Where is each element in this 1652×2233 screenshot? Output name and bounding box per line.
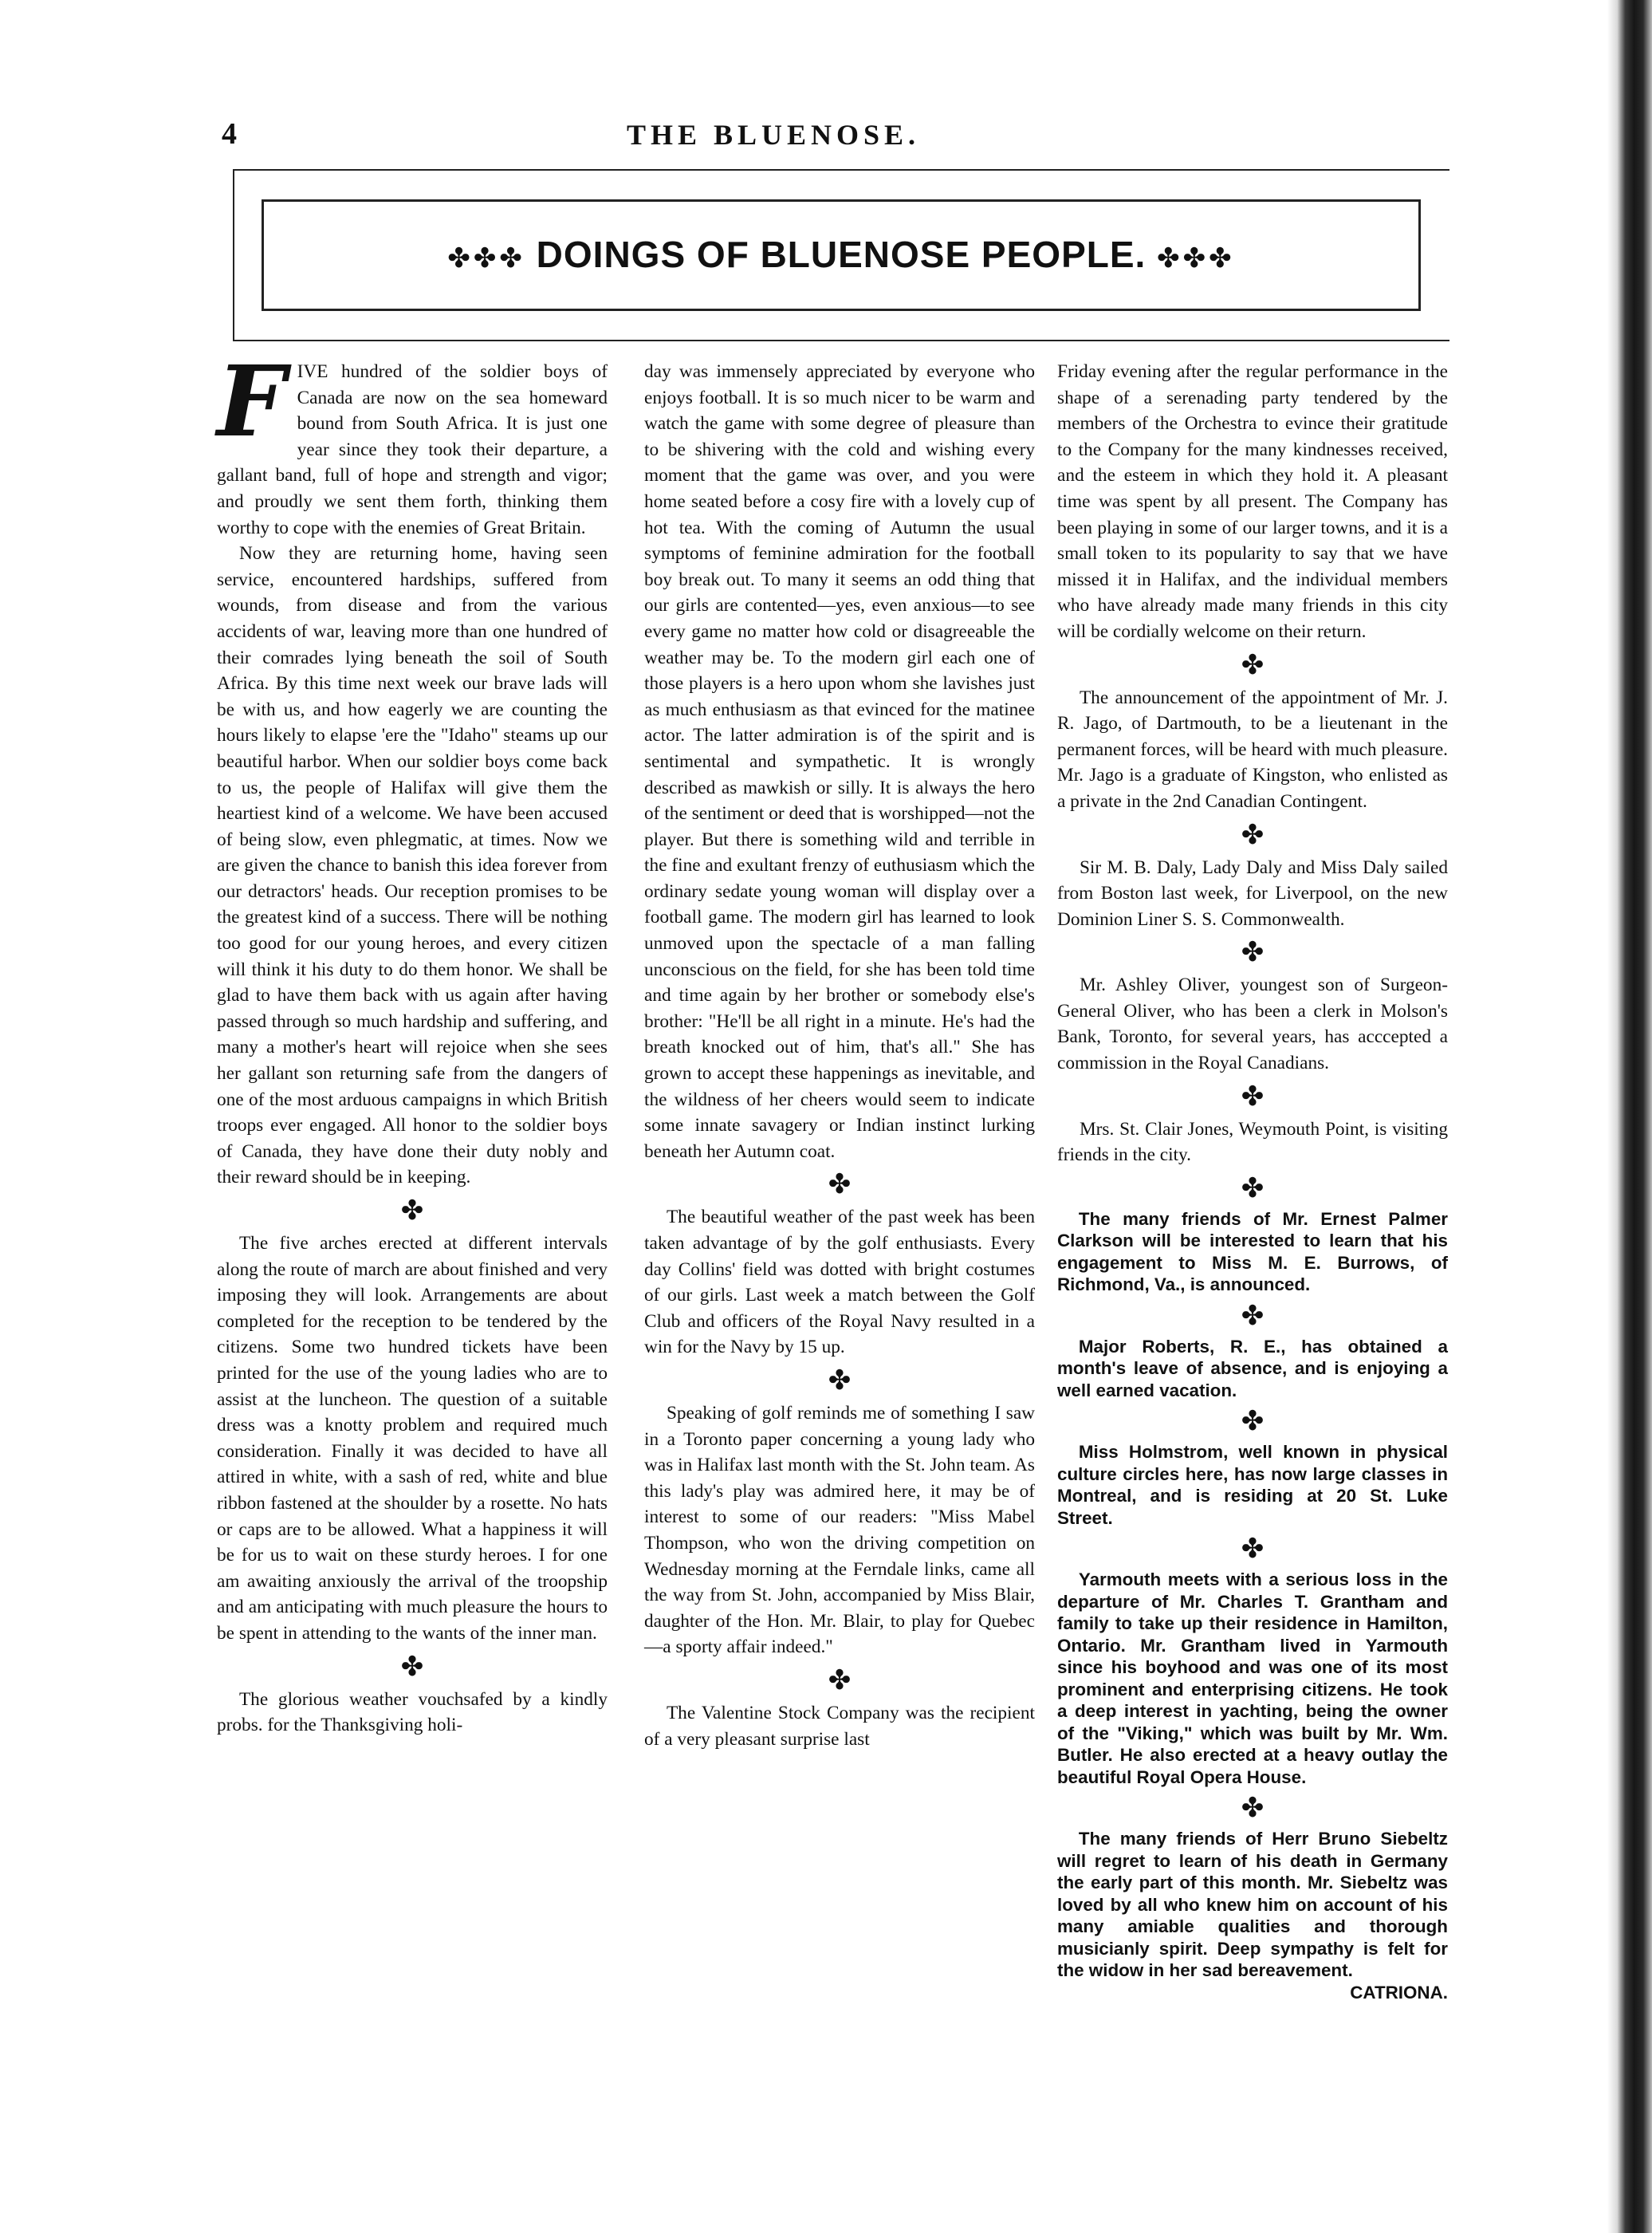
- note-daly-paragraph: Sir M. B. Daly, Lady Daly and Miss Daly sailed from Boston last week, for Liverpool, on the new Dominion Liner S. S. Commonwealth.: [1057, 857, 1448, 930]
- article-valentine-paragraph: The Valentine Stock Company was the recipient of a very pleasant surprise last: [644, 1702, 1035, 1750]
- article-arches-paragraph: The five arches erected at different intervals along the route of march are about finished and very imposing they will look. Arrangements are about completed for the reception to be tendered by the citizens. Some two hundred tickets have been printed for the use of the young ladies who are to assist at the luncheon. The question of a suitable dress was a knotty problem and required much consideration. Finally it was decided to have all attired in white, with a sash of red, white and blue ribbon fastened at the shoulder by a rosette. No hats or caps are to be allowed. What a happiness it will be for us to wait on these sturdy heroes. I for one am awaiting anxiously the arrival of the troopship and am anticipating with much pleasure the hours to be spent in attending to the wants of the inner man.: [217, 1233, 608, 1644]
- fleuron-separator-icon: ✤: [1241, 1081, 1265, 1112]
- note-jones-paragraph: Mrs. St. Clair Jones, Weymouth Point, is visiting friends in the city.: [1057, 1118, 1448, 1166]
- article-football-paragraph: day was immensely appreciated by everyone who enjoys football. It is so much nicer to be warm and watch the game with some degree of pleasure than to be shivering with the cold and wishing every moment that the game was over, and you were home seated before a cosy fire with a lovely cup of hot tea. With the coming of Autumn the usual symptoms of feminine admiration for the football boy break out. To many it seems an odd thing that our girls are contented—yes, even anxious—to see every game no matter how cold or disagreeable the weather may be. To the modern girl each one of those players is a hero upon whom she lavishes just as much enthusiasm as that evinced for the matinee actor. The latter admiration is of the spirit and is sentimental and sympathetic. It is wrongly described as mawkish or silly. It is always the hero of the sentiment or deed that is worshipped—not the player. But there is something wild and terrible in the fine and exultant frenzy of euthusiasm which the ordinary sedate young woman will display over a football game. The modern girl has learned to look unmoved upon the spectacle of a man falling unconscious on the field, for she has been told time and time again by her brother or somebody else's brother: "He'll be all right in a minute. He's had the breath knocked out of him, that's all." She has grown to accept these happenings as inevitable, and the wildness of her cheers would seem to indicate some innate savagery or Indian instinct lurking beneath her Autumn coat.: [644, 361, 1035, 1162]
- fleuron-separator-icon: ✤: [828, 1365, 852, 1396]
- section-heading: [262, 233, 1421, 276]
- ornament-right-icon: ✤✤✤: [1157, 242, 1235, 274]
- bold-notes-group: [1057, 1172, 1448, 2003]
- note-grantham-paragraph: Yarmouth meets with a serious loss in the departure of Mr. Charles T. Grantham and family to take up their residence in Hamilton, Ontario. Mr. Grantham lived in Yarmouth since his boyhood and was one of its most prominent and enterprising citizens. He took a deep interest in yachting, being the owner of the "Viking," which was built by Mr. Wm. Butler. He also erected at a heavy outlay the beautiful Royal Opera House.: [1057, 1569, 1448, 1787]
- fleuron-separator-icon: ✤: [1241, 650, 1265, 680]
- note-jago-paragraph: The announcement of the appointment of Mr. J. R. Jago, of Dartmouth, to be a lieutenant in the permanent forces, will be heard with much pleasure. Mr. Jago is a graduate of Kingston, who enlisted as a private in the 2nd Canadian Contingent.: [1057, 687, 1448, 812]
- article-thompson-paragraph: Speaking of golf reminds me of something I saw in a Toronto paper concerning a young lady who was in Halifax last month with the St. John team. As this lady's play was admired here, it may be of interest to some of our readers: "Miss Mabel Thompson, who won the driving competition on Wednesday morning at the Ferndale links, came all the way from St. John, accompanied by Miss Blair, daughter of the Hon. Mr. Blair, to play for Quebec—a sporty affair indeed.": [644, 1402, 1035, 1658]
- article-golf-paragraph: The beautiful weather of the past week has been taken advantage of by the golf enthusiasts. Every day Collins' field was dotted with bright costumes of our girls. Last week a match between the Golf Club and officers of the Royal Navy resulted in a win for the Navy by 15 up.: [644, 1207, 1035, 1358]
- note-holmstrom-paragraph: Miss Holmstrom, well known in physical culture circles here, has now large classes in Montreal, and is residing at 20 St. Luke Street.: [1057, 1442, 1448, 1528]
- article-serenade-paragraph: Friday evening after the regular performance in the shape of a serenading party tendered by the members of the Orchestra to evince their gratitude to the Company for the many kindnesses received, and the esteem in which they hold it. A pleasant time was spent by all present. The Company has been playing in some of our larger towns, and it is a small token to its popularity to say that we have missed it in Halifax, and the individual members who have already made many friends in this city will be cordially welcome on their return.: [1057, 361, 1448, 642]
- fleuron-separator-icon: ✤: [1241, 1301, 1265, 1331]
- fleuron-separator-icon: ✤: [1241, 1534, 1265, 1565]
- signature: CATRIONA.: [1350, 1982, 1448, 2003]
- fleuron-separator-icon: ✤: [1241, 938, 1265, 968]
- paragraph-text: IVE hundred of the soldier boys of Canada are now on the sea homeward bound from South Africa. It is just one year since they took their departure, a gallant band, full of hope and strength and vigor; and proudly we sent them forth, thinking them worthy to cope with the enemies of Great Britain.: [217, 361, 608, 538]
- column-2: [644, 359, 1035, 1752]
- fleuron-separator-icon: ✤: [1241, 820, 1265, 850]
- note-clarkson-paragraph: The many friends of Mr. Ernest Palmer Clarkson will be interested to learn that his engagement to Miss M. E. Burrows, of Richmond, Va., is announced.: [1057, 1208, 1448, 1295]
- masthead-title: THE BLUENOSE.: [626, 119, 921, 151]
- note-siebeltz-paragraph: [1057, 1828, 1448, 2003]
- ornament-left-icon: ✤✤✤: [447, 242, 525, 274]
- section-title-text: DOINGS OF BLUENOSE PEOPLE.: [536, 234, 1147, 275]
- page-number: 4: [222, 117, 237, 151]
- column-1: [217, 344, 608, 1739]
- fleuron-separator-icon: ✤: [828, 1170, 852, 1200]
- article-soldiers-paragraph: [217, 344, 608, 541]
- note-oliver-paragraph: Mr. Ashley Oliver, youngest son of Surgeon-General Oliver, who has been a clerk in Molson's Bank, Toronto, for several years, has acccepted a commission in the Royal Canadians.: [1057, 975, 1448, 1074]
- fleuron-separator-icon: ✤: [1241, 1407, 1265, 1437]
- drop-cap: F: [217, 344, 286, 459]
- fleuron-separator-icon: ✤: [1241, 1173, 1265, 1203]
- fleuron-separator-icon: ✤: [828, 1665, 852, 1695]
- note-roberts-paragraph: Major Roberts, R. E., has obtained a month's leave of absence, and is enjoying a well earned vacation.: [1057, 1336, 1448, 1400]
- fleuron-separator-icon: ✤: [400, 1196, 424, 1226]
- page-binding-edge: [1607, 0, 1652, 2233]
- fleuron-separator-icon: ✤: [400, 1652, 424, 1682]
- article-thanksgiving-paragraph: The glorious weather vouchsafed by a kindly probs. for the Thanksgiving holi-: [217, 1688, 608, 1736]
- fleuron-separator-icon: ✤: [1241, 1794, 1265, 1824]
- column-3: [1057, 359, 1448, 2003]
- paragraph-text: The many friends of Herr Bruno Siebeltz will regret to learn of his death in Germany the early part of this month. Mr. Siebeltz was loved by all who knew him on account of his many amiable qualities and thorough musicianly spirit. Deep sympathy is felt for the widow in her sad bereavement.: [1057, 1829, 1448, 1981]
- article-returning-paragraph: Now they are returning home, having seen service, encountered hardships, suffered from wounds, from disease and from the various accidents of war, leaving more than one hundred of their comrades lying beneath the soil of South Africa. By this time next week our brave lads will be with us, and how eagerly we are counting the hours likely to elapse 'ere the "Idaho" steams up our beautiful harbor. When our soldier boys come back to us, the people of Halifax will give them the heartiest kind of a welcome. We have been accused of being slow, even phlegmatic, at times. Now we are given the chance to banish this idea forever from our detractors' heads. Our reception promises to be the greatest kind of a success. There will be nothing too good for our young heroes, and every citizen will think it his duty to do them honor. We shall be glad to have them back with us again after having passed through so much hardship and suffering, and many a mother's heart will rejoice when she sees her gallant son returning safe from the dangers of one of the most arduous campaigns in which British troops ever engaged. All honor to the soldier boys of Canada, they have done their duty nobly and their reward should be in keeping.: [217, 543, 608, 1188]
